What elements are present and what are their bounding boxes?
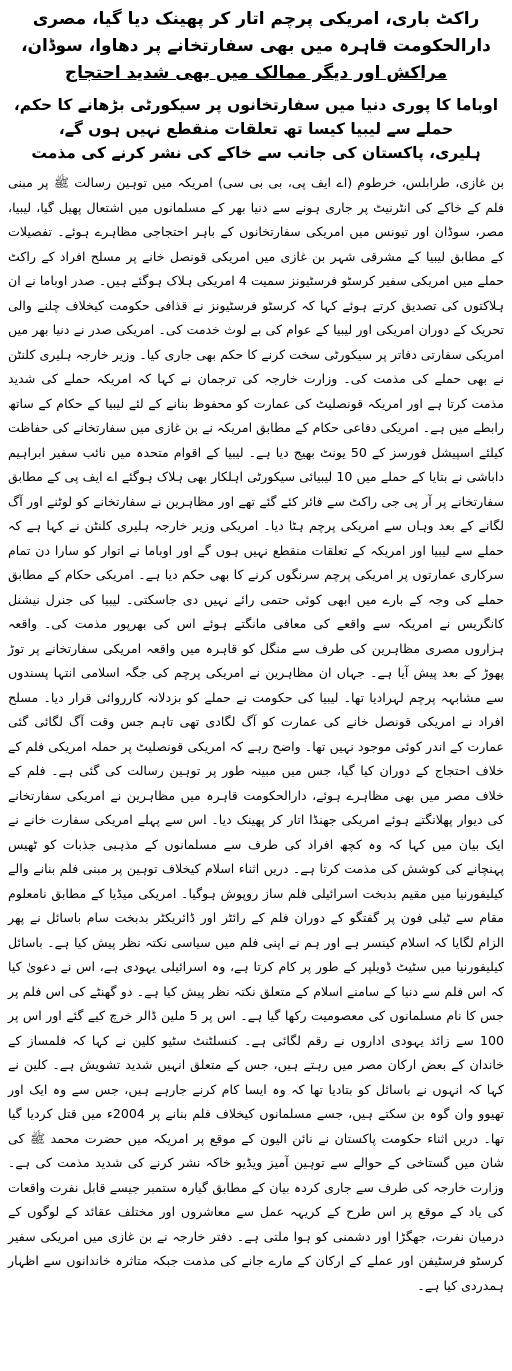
- headline: [8, 6, 504, 87]
- headline-line-2-text: مراکش اور دیگر ممالک میں بھی شدید احتجاج: [64, 63, 448, 83]
- headline-line-2: [8, 60, 504, 87]
- subheadline-line-2: ہلیری، پاکستان کی جانب سے خاکے کی نشر کرنے کی مذمت: [31, 144, 481, 162]
- headline-line-1: راکٹ باری، امریکی پرچم اتار کر پھینک دیا گیا، مصری دارالحکومت قاہرہ میں بھی سفارتخانے پر دھاوا، سوڈان،: [21, 9, 491, 56]
- subheadline: [8, 93, 504, 165]
- subheadline-line-1: اوباما کا پوری دنیا میں سفارتخانوں پر سیکورٹی بڑھانے کا حکم، حملے سے لیبیا کیسا تھ تعلقات منقطع نہیں ہوں گے،: [13, 96, 499, 138]
- article-body: بن غازی، طرابلس، خرطوم (اے ایف پی، بی بی سی) امریکہ میں توہین رسالت ﷺ پر مبنی فلم کے خاکے کی انٹرنیٹ پر جاری ہونے سے دنیا بھر کے مسلمانوں میں اشتعال پھیل گیا، لیبیا، مصر، سوڈان اور تیونس میں امریکی سفارتخانوں کے باہر احتجاجی مظاہرے ہوئے۔ تفصیلات کے مطابق لیبیا کے مشرقی شہر بن غازی میں امریکی قونصل خانے پر مسلح افراد کے راکٹ حملے میں امریکی سفیر کرسٹو فرسٹیونز سمیت 4 امریکی ہلاک ہوگئے ہیں۔ صدر اوباما نے ان ہلاکتوں کی تصدیق کرتے ہوئے کہا کہ کرسٹو فرسٹیونز نے قذافی حکومت کیخلاف چلنے والی تحریک کے دوران امریکی اور لیبیا کے عوام کی بے لوث خدمت کی۔ امریکی صدر نے دنیا بھر میں امریکی سفارتی دفاتر پر سیکورٹی سخت کرنے کا حکم بھی جاری کیا۔ وزیر خارجہ ہلیری کلنٹن نے بھی حملے کی مذمت کی۔ وزارت خارجہ کی ترجمان نے کہا کہ امریکہ حملے کی شدید مذمت کرتا ہے اور امریکہ قونصلیٹ کی عمارت کو محفوظ بنانے کے لئے لیبیا کے حکام کے ساتھ رابطے میں ہے۔ امریکی دفاعی حکام کے مطابق امریکہ نے بن غازی میں سفارتخانے کی حفاظت کیلئے اسپیشل فورسز کے 50 یونٹ بھیج دیا ہے۔ لیبیا کے اقوام متحدہ میں نائب سفیر ابراہیم داباشی نے بتایا کے حملے میں 10 لیبیائی سیکورٹی اہلکار بھی ہلاک ہوگئے اے ایف پی کے مطابق سفارتخانے پر آر پی جی راکٹ سے فائر کئے گئے تھے اور مظاہرین نے سفارتخانے کو لوٹنے اور آگ لگانے کے بعد وہاں سے امریکی پرچم ہٹا دیا۔ امریکی وزیر خارجہ ہلیری کلنٹن نے کہا ہے کہ حملے سے لیبیا اور امریکہ کے تعلقات منقطع نہیں ہوں گے اور اوباما نے اتوار کو سارا دن تمام سرکاری عمارتوں پر امریکی پرچم سرنگوں کرنے کا بھی حکم دیا ہے۔ امریکی حکام کے مطابق حملے کی وجہ کے بارے میں ابھی کوئی حتمی رائے نہیں دی جاسکتی۔ لیبیا کی جنرل نیشنل کانگریس نے امریکہ سے واقعے کی معافی مانگتے ہوئے اس کی بھرپور مذمت کی۔ واقعہ ہزاروں مصری مظاہرین کی طرف سے منگل کو قاہرہ میں واقعہ امریکی سفارتخانے پر توڑ پھوڑ کے بعد پیش آیا ہے۔ جہاں ان مظاہرین نے امریکی پرچم کی جگہ اسلامی انتہا پسندوں سے مشابہہ پرچم لہرادیا تھا۔ لیبیا کی حکومت نے حملے کو بزدلانہ کارروائی قرار دیا۔ مسلح افراد نے امریکی قونصل خانے کی عمارت کو آگ لگادی تھی تاہم جس وقت آگ لگائی گئی عمارت کے اندر کوئی موجود نہیں تھا۔ واضح رہے کہ امریکی قونصلیٹ پر حملہ امریکی فلم کے خلاف احتجاج کے دوران کیا گیا، جس میں مبینہ طور پر توہین رسالت کی گئی ہے۔ فلم کے خلاف مصر میں بھی مظاہرے ہوئے، دارالحکومت قاہرہ میں مظاہرین نے امریکی سفارتخانے کی دیوار پھلانگتے ہوئے امریکی جھنڈا اتار کر پھینک دیا۔ اس سے پہلے امریکی سفارت خانے نے ایک بیان میں کہا کہ وہ کچھ افراد کی طرف سے مسلمانوں کے مذہبی جذبات کو ٹھیس پہنچانے کی کوشش کی مذمت کرتا ہے۔ دریں اثناء اسلام کیخلاف توہین پر مبنی فلم بنانے والے کیلیفورنیا میں مقیم بدبخت اسرائیلی فلم ساز روپوش ہوگیا۔ امریکی میڈیا کے مطابق نامعلوم مقام سے ٹیلی فون پر گفتگو کے دوران فلم کے رائٹر اور ڈائریکٹر بدبخت سام باسائل نے پھر الزام لگایا کہ اسلام کینسر ہے اور ہم نے اپنی فلم میں سیاسی نکتہ نظر پیش کیا ہے۔ باسائل کیلیفورنیا میں سٹیٹ ڈویلپر کے طور پر کام کرتا ہے، وہ اسرائیلی یہودی ہے، اس نے دعویٰ کیا کہ اس فلم سے دنیا کے سامنے اسلام کے متعلق نکتہ نظر پیش کیا ہے۔ دو گھنٹے کی اس فلم پر جس کا نام مسلمانوں کی معصومیت رکھا گیا ہے۔ اس پر 5 ملین ڈالر خرچ کیے گئے اور اس پر 100 سے زائد یہودی اداروں نے رقم لگائی ہے۔ کنسلٹنٹ سٹیو کلین نے کہا کہ فلمساز کے خاندان کے بعض ارکان مصر میں رہتے ہیں، جس کے متعلق انہیں شدید تشویش ہے۔ کلین نے کہا کہ انہوں نے باسائل کو بتادیا تھا کہ وہ ایسا کام کرنے جارہے ہیں، جس سے وہ ایک اور تھیوو وان گوہ بن سکتے ہیں، جسے مسلمانوں کیخلاف فلم بنانے پر 2004ء میں قتل کردیا گیا تھا۔ دریں اثناء حکومت پاکستان نے نائن الیون کے موقع پر امریکہ میں حضرت محمد ﷺ کی شان میں گستاخی کے حوالے سے توہین آمیز ویڈیو خاکہ نشر کرنے کی شدید مذمت کی ہے۔ وزارت خارجہ کی طرف سے جاری کردہ بیان کے مطابق گیارہ ستمبر جیسے قابل نفرت واقعات کی یاد کے موقع پر اس طرح کے کریہہ عمل سے معاشروں اور مختلف عقائد کے لوگوں کے درمیان نفرت، جھگڑا اور دشمنی کو ہوا ملتی ہے۔ دفتر خارجہ نے بن غازی میں امریکی سفیر کرسٹو فرسٹیفن اور عملے کے ارکان کے مارے جانے کی مذمت جبکہ متاثرہ خاندانوں سے اظہار ہمدردی کیا ہے۔: [8, 175, 505, 1293]
